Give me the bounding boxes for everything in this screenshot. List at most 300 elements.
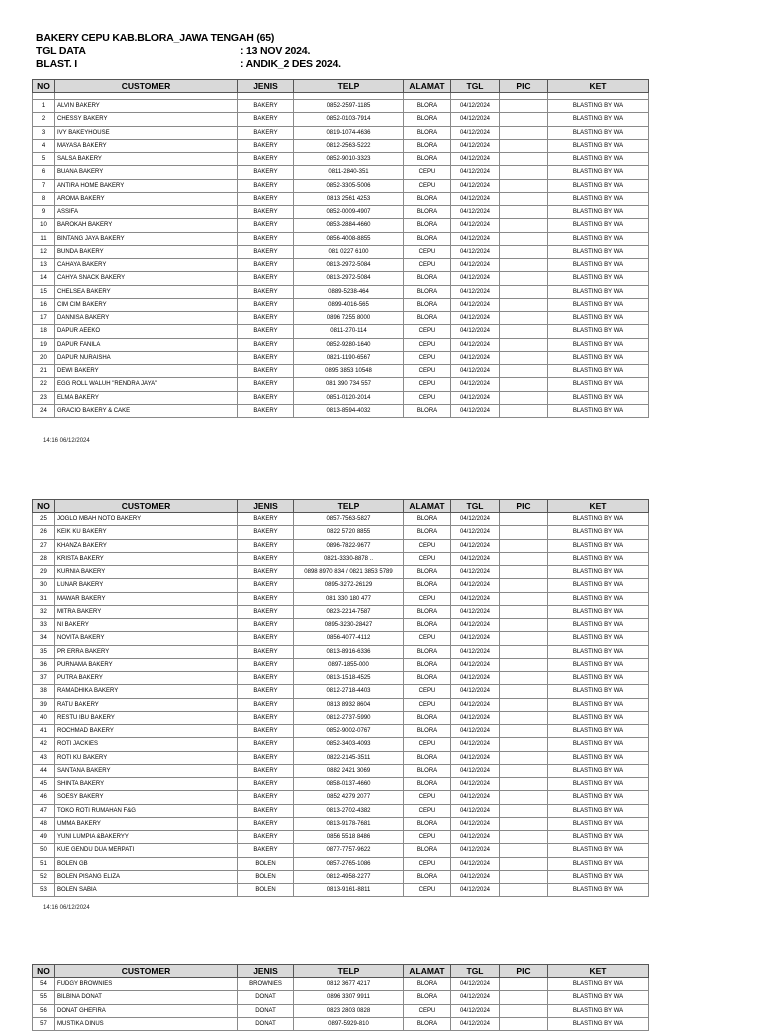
no-cell: 31 <box>33 592 55 605</box>
ket-cell: BLASTING BY WA <box>548 778 649 791</box>
tgl-cell: 04/12/2024 <box>451 285 500 298</box>
pic-cell <box>500 1004 548 1017</box>
column-header-pic: PIC <box>500 80 548 93</box>
telp-cell: 0898 8970 834 / 0821 3853 5789 <box>294 566 404 579</box>
tgl-cell: 04/12/2024 <box>451 579 500 592</box>
no-cell: 19 <box>33 338 55 351</box>
ket-cell: BLASTING BY WA <box>548 844 649 857</box>
ket-cell: BLASTING BY WA <box>548 870 649 883</box>
customer-table-page-1 <box>32 79 649 418</box>
tgl-cell: 04/12/2024 <box>451 526 500 539</box>
no-cell: 50 <box>33 844 55 857</box>
jenis-cell: BAKERY <box>238 605 294 618</box>
telp-cell: 081 390 734 557 <box>294 378 404 391</box>
no-cell: 7 <box>33 179 55 192</box>
alamat-cell: BLORA <box>404 126 451 139</box>
no-cell: 22 <box>33 378 55 391</box>
tgl-cell: 04/12/2024 <box>451 791 500 804</box>
customer-cell: RESTU IBU BAKERY <box>55 711 238 724</box>
pic-cell <box>500 751 548 764</box>
blank-cell <box>500 93 548 100</box>
pic-cell <box>500 325 548 338</box>
pic-cell <box>500 100 548 113</box>
ket-cell: BLASTING BY WA <box>548 245 649 258</box>
blank-cell <box>33 93 55 100</box>
alamat-cell: CEPU <box>404 325 451 338</box>
table-row <box>33 844 649 857</box>
pic-cell <box>500 764 548 777</box>
no-cell: 37 <box>33 672 55 685</box>
report-title-row <box>36 32 341 45</box>
alamat-cell: BLORA <box>404 139 451 152</box>
table-header-row <box>33 500 649 513</box>
tgl-cell: 04/12/2024 <box>451 619 500 632</box>
no-cell: 15 <box>33 285 55 298</box>
no-cell: 20 <box>33 351 55 364</box>
pic-cell <box>500 991 548 1004</box>
pic-cell <box>500 831 548 844</box>
table-row <box>33 219 649 232</box>
ket-cell: BLASTING BY WA <box>548 391 649 404</box>
jenis-cell: BAKERY <box>238 312 294 325</box>
customer-cell: NI BAKERY <box>55 619 238 632</box>
table-row <box>33 778 649 791</box>
tgl-cell: 04/12/2024 <box>451 685 500 698</box>
tgl-cell: 04/12/2024 <box>451 605 500 618</box>
ket-cell: BLASTING BY WA <box>548 539 649 552</box>
alamat-cell: BLORA <box>404 206 451 219</box>
ket-cell: BLASTING BY WA <box>548 645 649 658</box>
alamat-cell: BLORA <box>404 404 451 417</box>
telp-cell: 0899-4016-565 <box>294 298 404 311</box>
table-row <box>33 738 649 751</box>
alamat-cell: BLORA <box>404 764 451 777</box>
column-header-no: NO <box>33 500 55 513</box>
ket-cell: BLASTING BY WA <box>548 166 649 179</box>
ket-cell: BLASTING BY WA <box>548 312 649 325</box>
jenis-cell: BAKERY <box>238 579 294 592</box>
no-cell: 10 <box>33 219 55 232</box>
telp-cell: 0812-2718-4403 <box>294 685 404 698</box>
table-row <box>33 817 649 830</box>
customer-cell: BINTANG JAYA BAKERY <box>55 232 238 245</box>
telp-cell: 0897-5929-810 <box>294 1017 404 1030</box>
tgl-cell: 04/12/2024 <box>451 245 500 258</box>
alamat-cell: BLORA <box>404 272 451 285</box>
customer-cell: GRACIO BAKERY & CAKE <box>55 404 238 417</box>
jenis-cell: BAKERY <box>238 325 294 338</box>
jenis-cell: BAKERY <box>238 738 294 751</box>
no-cell: 8 <box>33 192 55 205</box>
telp-cell: 0812-2737-5990 <box>294 711 404 724</box>
column-header-jenis: JENIS <box>238 500 294 513</box>
jenis-cell: BAKERY <box>238 391 294 404</box>
pic-cell <box>500 232 548 245</box>
jenis-cell: BAKERY <box>238 764 294 777</box>
tgl-cell: 04/12/2024 <box>451 206 500 219</box>
column-header-jenis: JENIS <box>238 965 294 978</box>
ket-cell: BLASTING BY WA <box>548 764 649 777</box>
telp-cell: 0852-0103-7914 <box>294 113 404 126</box>
ket-cell: BLASTING BY WA <box>548 685 649 698</box>
no-cell: 51 <box>33 857 55 870</box>
telp-cell: 0821-1190-6567 <box>294 351 404 364</box>
ket-cell: BLASTING BY WA <box>548 526 649 539</box>
no-cell: 48 <box>33 817 55 830</box>
no-cell: 42 <box>33 738 55 751</box>
pic-cell <box>500 391 548 404</box>
tgl-cell: 04/12/2024 <box>451 325 500 338</box>
jenis-cell: BAKERY <box>238 166 294 179</box>
no-cell: 53 <box>33 884 55 897</box>
ket-cell: BLASTING BY WA <box>548 566 649 579</box>
customer-cell: DONAT GHEFIRA <box>55 1004 238 1017</box>
column-header-tgl: TGL <box>451 80 500 93</box>
blank-cell <box>55 93 238 100</box>
tgl-cell: 04/12/2024 <box>451 192 500 205</box>
alamat-cell: BLORA <box>404 113 451 126</box>
tgl-cell: 04/12/2024 <box>451 764 500 777</box>
table-row <box>33 619 649 632</box>
pic-cell <box>500 778 548 791</box>
table-row <box>33 658 649 671</box>
pic-cell <box>500 526 548 539</box>
jenis-cell: BAKERY <box>238 751 294 764</box>
telp-cell: 0857-2765-1086 <box>294 857 404 870</box>
tgl-cell: 04/12/2024 <box>451 725 500 738</box>
jenis-cell: BAKERY <box>238 672 294 685</box>
tgl-data-label: TGL DATA <box>36 45 86 57</box>
no-cell: 36 <box>33 658 55 671</box>
table-row <box>33 391 649 404</box>
no-cell: 47 <box>33 804 55 817</box>
ket-cell: BLASTING BY WA <box>548 365 649 378</box>
tgl-cell: 04/12/2024 <box>451 1017 500 1030</box>
no-cell: 3 <box>33 126 55 139</box>
jenis-cell: BAKERY <box>238 378 294 391</box>
customer-cell: TOKO ROTI RUMAHAN F&G <box>55 804 238 817</box>
telp-cell: 0813-2972-5084 <box>294 259 404 272</box>
ket-cell: BLASTING BY WA <box>548 552 649 565</box>
telp-cell: 0813-8916-6336 <box>294 645 404 658</box>
table-row <box>33 978 649 991</box>
alamat-cell: BLORA <box>404 312 451 325</box>
customer-cell: KUE GENDU DUA MERPATI <box>55 844 238 857</box>
customer-cell: EGG ROLL WALUH "RENDRA JAYA" <box>55 378 238 391</box>
telp-cell: 0895-3230-28427 <box>294 619 404 632</box>
customer-table-page-2 <box>32 499 649 897</box>
blank-cell <box>294 93 404 100</box>
jenis-cell: BAKERY <box>238 285 294 298</box>
ket-cell: BLASTING BY WA <box>548 192 649 205</box>
tgl-cell: 04/12/2024 <box>451 219 500 232</box>
table-header-row <box>33 965 649 978</box>
no-cell: 45 <box>33 778 55 791</box>
table-row <box>33 298 649 311</box>
no-cell: 17 <box>33 312 55 325</box>
telp-cell: 0877-7757-9622 <box>294 844 404 857</box>
table-row <box>33 579 649 592</box>
no-cell: 40 <box>33 711 55 724</box>
ket-cell: BLASTING BY WA <box>548 711 649 724</box>
telp-cell: 0823 2803 0828 <box>294 1004 404 1017</box>
pic-cell <box>500 539 548 552</box>
no-cell: 21 <box>33 365 55 378</box>
jenis-cell: BAKERY <box>238 844 294 857</box>
no-cell: 35 <box>33 645 55 658</box>
telp-cell: 0852 4279 2077 <box>294 791 404 804</box>
table-row <box>33 232 649 245</box>
column-header-ket: KET <box>548 500 649 513</box>
alamat-cell: BLORA <box>404 219 451 232</box>
ket-cell: BLASTING BY WA <box>548 605 649 618</box>
jenis-cell: BAKERY <box>238 778 294 791</box>
customer-cell: KHANZA BAKERY <box>55 539 238 552</box>
page-timestamp: 14:16 06/12/2024 <box>43 905 90 911</box>
pic-cell <box>500 632 548 645</box>
jenis-cell: BAKERY <box>238 126 294 139</box>
no-cell: 5 <box>33 153 55 166</box>
jenis-cell: BAKERY <box>238 100 294 113</box>
customer-cell: UMMA BAKERY <box>55 817 238 830</box>
alamat-cell: BLORA <box>404 513 451 526</box>
tgl-cell: 04/12/2024 <box>451 804 500 817</box>
tgl-cell: 04/12/2024 <box>451 831 500 844</box>
blast-value: : ANDIK_2 DES 2024. <box>240 58 341 70</box>
alamat-cell: CEPU <box>404 831 451 844</box>
telp-cell: 0812-2563-5222 <box>294 139 404 152</box>
telp-cell: 0856-4008-8855 <box>294 232 404 245</box>
ket-cell: BLASTING BY WA <box>548 751 649 764</box>
jenis-cell: BAKERY <box>238 259 294 272</box>
pic-cell <box>500 884 548 897</box>
pic-cell <box>500 725 548 738</box>
jenis-cell: BAKERY <box>238 404 294 417</box>
table-row <box>33 526 649 539</box>
alamat-cell: BLORA <box>404 817 451 830</box>
ket-cell: BLASTING BY WA <box>548 791 649 804</box>
ket-cell: BLASTING BY WA <box>548 126 649 139</box>
pic-cell <box>500 351 548 364</box>
pic-cell <box>500 978 548 991</box>
alamat-cell: BLORA <box>404 672 451 685</box>
tgl-cell: 04/12/2024 <box>451 857 500 870</box>
telp-cell: 0857-7563-5827 <box>294 513 404 526</box>
telp-cell: 0813-9178-7681 <box>294 817 404 830</box>
customer-cell: IVY BAKEYHOUSE <box>55 126 238 139</box>
tgl-cell: 04/12/2024 <box>451 391 500 404</box>
jenis-cell: BOLEN <box>238 870 294 883</box>
column-header-pic: PIC <box>500 500 548 513</box>
table-row <box>33 404 649 417</box>
no-cell: 49 <box>33 831 55 844</box>
ket-cell: BLASTING BY WA <box>548 725 649 738</box>
jenis-cell: BAKERY <box>238 139 294 152</box>
column-header-alamat: ALAMAT <box>404 965 451 978</box>
customer-cell: DAPUR AEEKO <box>55 325 238 338</box>
tgl-cell: 04/12/2024 <box>451 298 500 311</box>
customer-cell: CHELSEA BAKERY <box>55 285 238 298</box>
no-cell: 24 <box>33 404 55 417</box>
tgl-cell: 04/12/2024 <box>451 991 500 1004</box>
customer-cell: AROMA BAKERY <box>55 192 238 205</box>
tgl-cell: 04/12/2024 <box>451 539 500 552</box>
pic-cell <box>500 817 548 830</box>
ket-cell: BLASTING BY WA <box>548 513 649 526</box>
tgl-cell: 04/12/2024 <box>451 844 500 857</box>
pic-cell <box>500 791 548 804</box>
ket-cell: BLASTING BY WA <box>548 179 649 192</box>
pic-cell <box>500 844 548 857</box>
pic-cell <box>500 126 548 139</box>
pic-cell <box>500 711 548 724</box>
alamat-cell: BLORA <box>404 619 451 632</box>
jenis-cell: BAKERY <box>238 272 294 285</box>
customer-cell: DANNISA BAKERY <box>55 312 238 325</box>
alamat-cell: CEPU <box>404 1004 451 1017</box>
no-cell: 6 <box>33 166 55 179</box>
table-row <box>33 751 649 764</box>
telp-cell: 0856 5518 8486 <box>294 831 404 844</box>
jenis-cell: BAKERY <box>238 513 294 526</box>
alamat-cell: BLORA <box>404 192 451 205</box>
ket-cell: BLASTING BY WA <box>548 232 649 245</box>
column-header-customer: CUSTOMER <box>55 500 238 513</box>
blank-cell <box>548 93 649 100</box>
customer-cell: LUNAR BAKERY <box>55 579 238 592</box>
page-timestamp: 14:16 06/12/2024 <box>43 438 90 444</box>
pic-cell <box>500 298 548 311</box>
pic-cell <box>500 166 548 179</box>
jenis-cell: BAKERY <box>238 831 294 844</box>
blank-spacer-row <box>33 93 649 100</box>
customer-cell: ASSIFA <box>55 206 238 219</box>
tgl-cell: 04/12/2024 <box>451 378 500 391</box>
telp-cell: 0813 8932 8604 <box>294 698 404 711</box>
table-row <box>33 884 649 897</box>
jenis-cell: BROWNIES <box>238 978 294 991</box>
tgl-cell: 04/12/2024 <box>451 738 500 751</box>
alamat-cell: BLORA <box>404 100 451 113</box>
column-header-customer: CUSTOMER <box>55 80 238 93</box>
ket-cell: BLASTING BY WA <box>548 1017 649 1030</box>
table-row <box>33 870 649 883</box>
column-header-no: NO <box>33 80 55 93</box>
pic-cell <box>500 738 548 751</box>
table-row <box>33 552 649 565</box>
blast-label: BLAST. I <box>36 58 77 70</box>
pic-cell <box>500 870 548 883</box>
alamat-cell: BLORA <box>404 566 451 579</box>
tgl-cell: 04/12/2024 <box>451 672 500 685</box>
jenis-cell: BAKERY <box>238 592 294 605</box>
customer-cell: RAMADHIKA BAKERY <box>55 685 238 698</box>
no-cell: 57 <box>33 1017 55 1030</box>
telp-cell: 0811-2840-351 <box>294 166 404 179</box>
no-cell: 9 <box>33 206 55 219</box>
column-header-alamat: ALAMAT <box>404 80 451 93</box>
pic-cell <box>500 139 548 152</box>
telp-cell: 0895 3853 10548 <box>294 365 404 378</box>
alamat-cell: CEPU <box>404 685 451 698</box>
jenis-cell: DONAT <box>238 991 294 1004</box>
alamat-cell: BLORA <box>404 579 451 592</box>
jenis-cell: DONAT <box>238 1017 294 1030</box>
customer-cell: MAWAR BAKERY <box>55 592 238 605</box>
customer-cell: BUANA BAKERY <box>55 166 238 179</box>
pic-cell <box>500 404 548 417</box>
alamat-cell: BLORA <box>404 725 451 738</box>
ket-cell: BLASTING BY WA <box>548 884 649 897</box>
table-row <box>33 672 649 685</box>
ket-cell: BLASTING BY WA <box>548 272 649 285</box>
tgl-cell: 04/12/2024 <box>451 632 500 645</box>
table-row <box>33 192 649 205</box>
ket-cell: BLASTING BY WA <box>548 206 649 219</box>
tgl-cell: 04/12/2024 <box>451 113 500 126</box>
ket-cell: BLASTING BY WA <box>548 804 649 817</box>
table-row <box>33 857 649 870</box>
ket-cell: BLASTING BY WA <box>548 857 649 870</box>
telp-cell: 081 0227 6100 <box>294 245 404 258</box>
table-row <box>33 645 649 658</box>
telp-cell: 0813-9161-8811 <box>294 884 404 897</box>
tgl-cell: 04/12/2024 <box>451 259 500 272</box>
ket-cell: BLASTING BY WA <box>548 153 649 166</box>
telp-cell: 0821-3330-8878 .. <box>294 552 404 565</box>
alamat-cell: CEPU <box>404 245 451 258</box>
no-cell: 41 <box>33 725 55 738</box>
jenis-cell: BAKERY <box>238 338 294 351</box>
tgl-cell: 04/12/2024 <box>451 566 500 579</box>
customer-cell: BUNDA BAKERY <box>55 245 238 258</box>
no-cell: 30 <box>33 579 55 592</box>
telp-cell: 0822-2145-3511 <box>294 751 404 764</box>
tgl-cell: 04/12/2024 <box>451 592 500 605</box>
no-cell: 56 <box>33 1004 55 1017</box>
alamat-cell: CEPU <box>404 698 451 711</box>
pic-cell <box>500 378 548 391</box>
pic-cell <box>500 685 548 698</box>
alamat-cell: CEPU <box>404 791 451 804</box>
customer-cell: BOLEN GB <box>55 857 238 870</box>
telp-cell: 0852-3403-4093 <box>294 738 404 751</box>
customer-table-page-3 <box>32 964 649 1031</box>
tgl-cell: 04/12/2024 <box>451 978 500 991</box>
pic-cell <box>500 857 548 870</box>
telp-cell: 0819-1074-4636 <box>294 126 404 139</box>
table-row <box>33 259 649 272</box>
alamat-cell: BLORA <box>404 870 451 883</box>
jenis-cell: BAKERY <box>238 298 294 311</box>
tgl-data-value: : 13 NOV 2024. <box>240 45 311 57</box>
table-row <box>33 179 649 192</box>
tgl-cell: 04/12/2024 <box>451 139 500 152</box>
table-row <box>33 166 649 179</box>
telp-cell: 0813 2561 4253 <box>294 192 404 205</box>
tgl-cell: 04/12/2024 <box>451 711 500 724</box>
ket-cell: BLASTING BY WA <box>548 817 649 830</box>
pic-cell <box>500 285 548 298</box>
no-cell: 16 <box>33 298 55 311</box>
telp-cell: 0851-0120-2014 <box>294 391 404 404</box>
ket-cell: BLASTING BY WA <box>548 698 649 711</box>
alamat-cell: CEPU <box>404 592 451 605</box>
jenis-cell: BAKERY <box>238 526 294 539</box>
telp-cell: 0853-2884-4660 <box>294 219 404 232</box>
jenis-cell: BAKERY <box>238 153 294 166</box>
column-header-tgl: TGL <box>451 500 500 513</box>
